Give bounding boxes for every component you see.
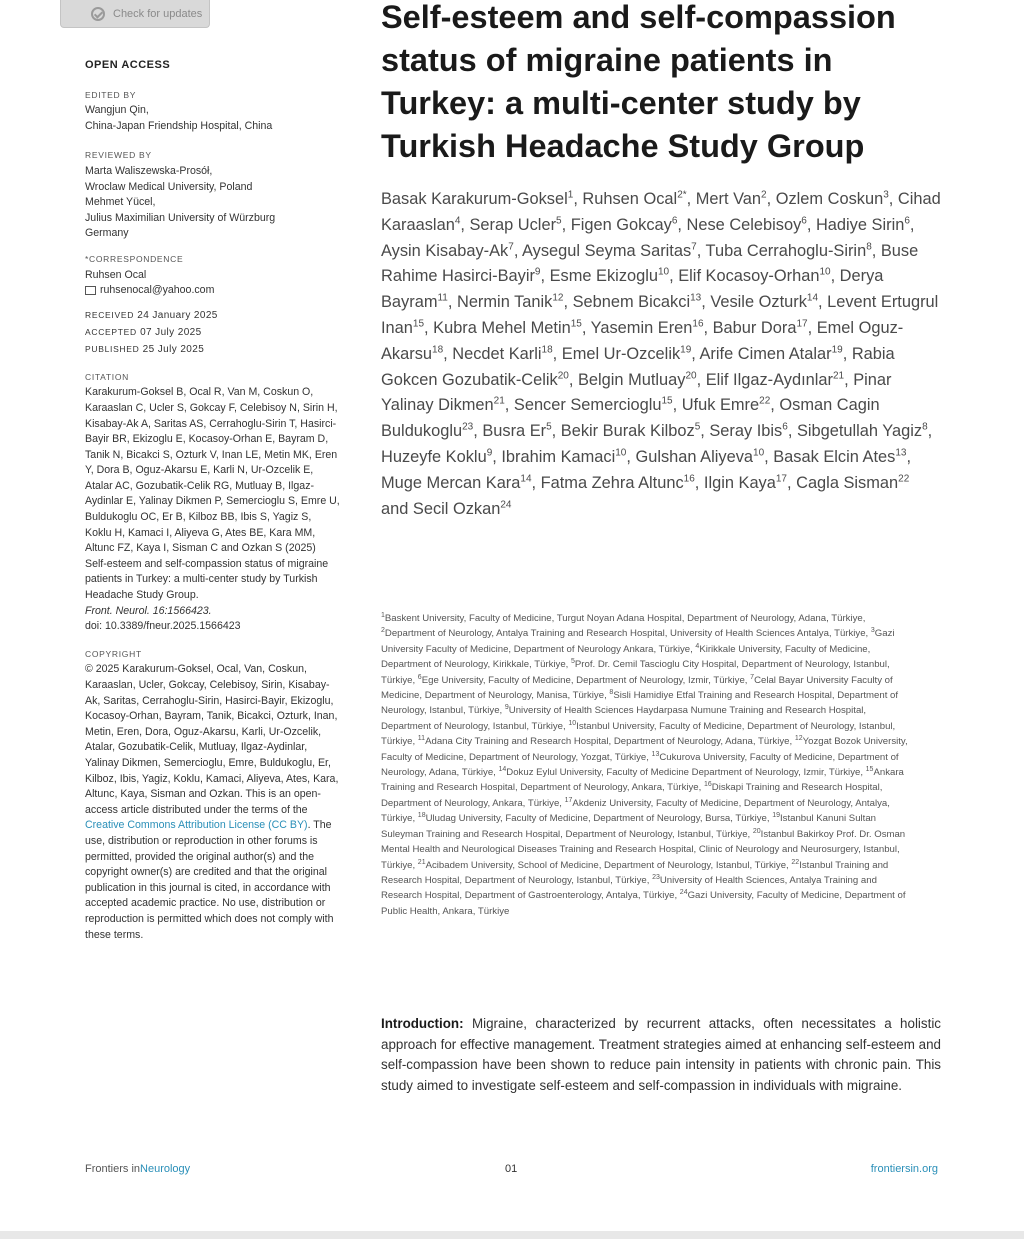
affiliation-text: Adana City Training and Research Hospital, Department of Neurology, Adana, Türkiye, — [425, 736, 795, 748]
author-name: Ruhsen Ocal — [582, 190, 678, 208]
author-name: Yasemin Eren — [590, 318, 693, 337]
received-label: RECEIVED — [85, 309, 135, 320]
correspondence-email[interactable]: ruhsenocal@yahoo.com — [100, 284, 215, 297]
abstract-text: Migraine, characterized by recurrent attacks, often necessitates a holistic approach for effective management. Treatment strategies aimed at enhancing self-esteem and self-compassion have been shown to reduce pain intensity in patients with chronic pain. This study aimed to investigate self-esteem and self-compassion in individuals with migraine. — [381, 1016, 941, 1093]
affiliation-number: 1 — [381, 611, 385, 619]
author-name: Aysegul Seyma Saritas — [522, 241, 692, 260]
affiliation-text: Diskapi Training and Research Hospital, Department of Neurology, Ankara, Türkiye, — [381, 782, 883, 809]
affiliation-text: Kirikkale University, Faculty of Medicine, Department of Neurology, Kirikkale, Türkiye, — [381, 643, 871, 671]
affiliation-text: Gazi University Faculty of Medicine, Department of Neurology Ankara, Türkiye, — [381, 628, 895, 655]
author-affiliation-mark: 9 — [534, 266, 541, 278]
affiliation-number: 5 — [571, 658, 575, 666]
author-affiliation-mark: 7 — [691, 241, 697, 253]
author-affiliation-mark: 14 — [806, 292, 819, 304]
affiliation-text: University of Health Sciences, Antalya Training and Research Hospital, Department of Gastroenterology, Antalya, Türkiye, — [381, 874, 877, 902]
author-affiliation-mark: 17 — [775, 473, 787, 485]
author-name: Nese Celebisoy — [686, 215, 802, 234]
author-name: Levent Ertugrul Inan — [381, 293, 939, 337]
author-name: Huzeyfe Koklu — [381, 447, 487, 466]
author-affiliation-mark: 22 — [898, 473, 910, 485]
author-affiliation-mark: 6 — [801, 215, 807, 227]
author-name: Basak Karakurum-Goksel — [381, 190, 568, 208]
affiliation-text: Ege University, Faculty of Medicine, Department of Neurology, Izmir, Türkiye, — [421, 674, 751, 686]
citation-text: Karakurum-Goksel B, Ocal R, Van M, Coskun O, Karaaslan C, Ucler S, Gokcay F, Celebisoy N, Sirin H, Kisabay-Ak A, Saritas AS, Cerrahoglu-Sirin T, Hasirci-Bayir BR, Ekizoglu E, Kocasoy-Orhan E, Bayram D, Tanik N, Bicakci S, Ozturk V, Inan LE, Metin MK, Eren Y, Dora B, Oguz-Akarsu E, Karli N, Ur-Ozcelik E, Atalar AC, Gozubatik-Celik RG, Mutluay B, Ilgaz-Aydinlar E, Yalinay Dikmen P, Semercioglu S, Emre U, Buldukoglu OC, Er B, Kilboz BB, Ibis S, Yagiz S, Koklu H, Kamaci I, Aliyeva G, Ates BE, Kara MM, Altunc FZ, Kaya I, Sisman C and Ozkan S (2025) Self-esteem and self-compassion status of migraine patients in Turkey: a multi-center study by Turkish Headache Study Group. — [85, 386, 340, 602]
affiliation-text: Ankara Training and Research Hospital, Department of Neurology, Ankara, Türkiye, — [381, 767, 904, 794]
affiliation-number: 2 — [381, 627, 385, 635]
article-info-sidebar — [85, 58, 340, 943]
affiliation-number: 19 — [772, 812, 780, 820]
journal-brand[interactable] — [85, 1163, 190, 1175]
author-list: Basak Karakurum-Goksel$^1$, Ruhsen Ocal$^{2*}$, Mert Van$^2$, Ozlem Coskun$^3$, Cihad Karaaslan$^4$, Serap Ucler$^5$, Figen Gokcay$^6$, Nese Celebisoy$^6$, Hadiye Sirin$^6$, Aysin Kisabay-Ak$^7$, Aysegul Seyma Saritas$^7$, Tuba Cerrahoglu-Sirin$^8$, Buse Rahime Hasirci-Bayir$^9$, Esme Ekizoglu$^{10}$, Elif Kocasoy-Orhan$^{10}$, Derya Bayram$^{11}$, Nermin Tanik$^{12}$, Sebnem Bicakci$^{13}$, Vesile Ozturk$^{14}$, Levent Ertugrul Inan$^{15}$, Kubra Mehel Metin$^{15}$, Yasemin Eren$^{16}$, Babur Dora$^{17}$, Emel Oguz-Akarsu$^{18}$, Necdet Karli$^{18}$, Emel Ur-Ozcelik$^{19}$, Arife Cimen Atalar$^{19}$, Rabia Gokcen Gozubatik-Celik$^{20}$, Belgin Mutluay$^{20}$, Elif Ilgaz-Aydınlar$^{21}$, Pinar Yalinay Dikmen$^{21}$, Sencer Semercioglu$^{15}$, Ufuk Emre$^{22}$, Osman Cagin Buldukoglu$^{23}$, Busra Er$^5$, Bekir Burak Kilboz$^5$, Seray Ibis$^6$, Sibgetullah Yagiz$^8$, Huzeyfe Koklu$^9$, Ibrahim Kamaci$^{10}$, Gulshan Aliyeva$^{10}$, Basak Elcin Ates$^{13}$, Muge Mercan Kara$^{14}$, Fatma Zehra Altunc$^{16}$, Ilgin Kaya$^{17}$, Cagla Sisman$^{22}$ and Secil Ozkan$^{24}$ — [381, 189, 941, 518]
author-affiliation-mark: 24 — [500, 499, 512, 511]
author-name: Muge Mercan Kara — [381, 473, 521, 492]
citation-journal: Front. Neurol. 16:1566423. — [85, 604, 212, 617]
affiliation-text: Yozgat Bozok University, Faculty of Medicine, Department of Neurology, Yozgat, Türkiye, — [381, 736, 908, 763]
author-affiliation-mark: 6 — [671, 215, 678, 227]
affiliation-text: Istanbul Bakirkoy Prof. Dr. Osman Mental Health and Neurological Diseases Training and Research Hospital, Clinic of Neurology and Neurosurgery, Istanbul, Türkiye, — [381, 828, 906, 871]
author-name: Ozlem Coskun — [775, 190, 884, 208]
author-name: Aysin Kisabay-Ak — [381, 241, 509, 260]
author-name: Rabia Gokcen Gozubatik-Celik — [381, 344, 895, 389]
author-name: Sencer Semercioglu — [513, 396, 662, 415]
author-affiliation-mark: 20 — [685, 370, 697, 382]
author-name: Secil Ozkan — [412, 499, 501, 518]
affiliation-text: Uludag University, Faculty of Medicine, Department of Neurology, Bursa, Türkiye, — [425, 813, 773, 825]
mail-icon — [85, 286, 96, 295]
author-name: Kubra Mehel Metin — [433, 318, 571, 337]
affiliation-text: Akdeniz University, Faculty of Medicine, Department of Neurology, Antalya, Türkiye, — [381, 797, 890, 825]
copyright-text — [85, 662, 340, 943]
author-affiliation-mark: 19 — [831, 344, 843, 356]
site-link[interactable]: frontiersin.org — [870, 1163, 938, 1175]
author-affiliation-mark: 10 — [753, 447, 765, 459]
author-affiliation-mark: 10 — [615, 447, 627, 459]
author-affiliation-mark: 8 — [922, 421, 928, 433]
author-affiliation-mark: 12 — [552, 292, 564, 304]
affiliation-number: 18 — [417, 812, 426, 820]
published-date: 25 July 2025 — [142, 343, 205, 355]
reviewed-by-text: Marta Waliszewska-Prosół, Wroclaw Medical University, Poland Mehmet Yücel, Julius Maximilian University of Würzburg Germany — [85, 164, 276, 240]
affiliation-number: 14 — [498, 765, 507, 773]
affiliation-number: 15 — [865, 765, 874, 773]
author-name: Seray Ibis — [709, 422, 783, 441]
copyright-post: . The use, distribution or reproduction in other forums is permitted, provided the original author(s) and the copyright owner(s) are credited and that the original publication in this journal is cited, in accordance with accepted academic practice. No use, distribution or reproduction is permitted which does not comply with these terms. — [85, 819, 334, 941]
affiliation-number: 23 — [652, 873, 660, 881]
article-title: Self-esteem and self-compassion status of migraine patients in Turkey: a multi-center study by Turkish Headache Study Group — [381, 0, 896, 164]
author-affiliation-mark: 21 — [493, 395, 505, 407]
affiliation-number: 12 — [794, 735, 803, 743]
author-name: Elif Kocasoy-Orhan — [678, 267, 820, 286]
author-affiliation-mark: 9 — [486, 447, 493, 459]
affiliation-text: Sisli Hamidiye Etfal Training and Research Hospital, Department of Neurology, Istanbul, Türkiye, — [381, 690, 899, 717]
author-name: Cagla Sisman — [796, 473, 899, 492]
correspondence-email-row[interactable] — [85, 283, 340, 299]
accepted-row — [85, 324, 340, 341]
author-name: Fatma Zehra Altunc — [540, 473, 684, 492]
author-affiliation-mark: 7 — [508, 241, 514, 253]
affiliation-number: 7 — [750, 673, 755, 681]
affiliation-text: University of Health Sciences Haydarpasa Numune Training and Research Hospital, Department of Neurology, Istanbul, Türkiye, — [381, 705, 867, 732]
author-affiliation-mark: 23 — [462, 421, 474, 433]
author-affiliation-mark: 19 — [680, 344, 692, 356]
received-row — [85, 307, 340, 324]
brand-journal: Neurology — [140, 1163, 191, 1175]
affiliation-number: 24 — [679, 889, 688, 897]
author-name: Osman Cagin Buldukoglu — [381, 396, 880, 441]
author-name: Elif Ilgaz-Aydınlar — [705, 370, 833, 389]
abstract-label: Introduction: — [381, 1016, 464, 1031]
author-name: Necdet Karli — [452, 344, 542, 363]
affiliation-number: 8 — [609, 688, 614, 696]
author-affiliation-mark: 10 — [819, 266, 831, 278]
author-name: Babur Dora — [712, 318, 797, 337]
author-name: Pinar Yalinay Dikmen — [381, 370, 892, 415]
author-affiliation-mark: 20 — [557, 370, 569, 382]
citation-doi[interactable]: doi: 10.3389/fneur.2025.1566423 — [85, 620, 241, 633]
author-name: Sebnem Bicakci — [572, 293, 691, 312]
author-affiliation-mark: 22 — [759, 395, 771, 407]
author-affiliation-mark: 21 — [832, 370, 845, 382]
author-name: Emel Oguz-Akarsu — [381, 318, 904, 363]
author-affiliation-mark: 8 — [866, 241, 872, 253]
affiliation-text: Acibadem University, School of Medicine, Department of Neurology, Istanbul, Türkiye, — [425, 859, 792, 871]
affiliation-text: Prof. Dr. Cemil Tascioglu City Hospital, Department of Neurology, Istanbul, Türkiye, — [381, 659, 890, 686]
open-access-label: OPEN ACCESS — [85, 59, 171, 71]
author-name: Emel Ur-Ozcelik — [561, 344, 681, 363]
author-affiliation-mark: 17 — [796, 318, 808, 330]
author-name: Sibgetullah Yagiz — [796, 422, 923, 441]
brand-prefix: Frontiers in — [85, 1163, 141, 1175]
author-name: Vesile Ozturk — [710, 293, 807, 312]
author-name: Ufuk Emre — [681, 396, 760, 415]
author-name: Ilgin Kaya — [703, 473, 776, 492]
copyright-pre: © 2025 Karakurum-Goksel, Ocal, Van, Coskun, Karaaslan, Ucler, Gokcay, Celebisoy, Sirin, Kisabay-Ak, Saritas, Cerrahoglu-Sirin, Hasirci-Bayir, Ekizoglu, Kocasoy-Orhan, Bayram, Tanik, Bicakci, Ozturk, Inan, Metin, Eren, Dora, Oguz-Akarsu, Karli, Ur-Ozcelik, Atalar, Gozubatik-Celik, Mutluay, Ilgaz-Aydinlar, Yalinay Dikmen, Semercioglu, Emre, Buldukoglu, Er, Kilboz, Ibis, Yagiz, Koklu, Kamaci, Aliyeva, Ates, Kara, Altunc, Kaya, Sisman and Ozkan. This is an open-access article distributed under the terms of the — [85, 663, 339, 816]
author-name: Hadiye Sirin — [815, 215, 905, 234]
author-affiliation-mark: 15 — [661, 395, 673, 407]
author-name: Gulshan Aliyeva — [635, 447, 754, 466]
check-for-updates-label: Check for updates — [113, 7, 203, 20]
author-name: Basak Elcin Ates — [773, 447, 896, 466]
accepted-label: ACCEPTED — [85, 326, 137, 337]
page-number: 01 — [505, 1163, 518, 1175]
author-name: Mert Van — [695, 190, 762, 208]
author-affiliation-mark: 13 — [690, 292, 702, 304]
affiliation-text: Istanbul Training and Research Hospital, Department of Neurology, Istanbul, Türkiye, — [381, 859, 889, 886]
affiliation-text: Gazi University, Faculty of Medicine, Department of Public Health, Ankara, Türkiye — [381, 890, 906, 917]
received-date: 24 January 2025 — [137, 309, 218, 321]
author-affiliation-mark: 3 — [883, 189, 889, 201]
affiliation-number: 4 — [695, 642, 700, 650]
edited-by-heading: EDITED BY — [85, 89, 137, 100]
affiliation-text: Baskent University, Faculty of Medicine, Turgut Noyan Adana Hospital, Department of Neurology, Adana, Türkiye, — [384, 613, 866, 624]
correspondence-heading: *CORRESPONDENCE — [85, 253, 184, 264]
author-name: Ibrahim Kamaci — [501, 447, 616, 466]
copyright-heading: COPYRIGHT — [85, 648, 142, 659]
affiliation-number: 6 — [417, 673, 422, 681]
check-for-updates-button[interactable] — [60, 0, 210, 28]
author-affiliation-mark: 2* — [677, 189, 687, 201]
published-row — [85, 341, 340, 358]
author-affiliation-mark: 5 — [694, 421, 701, 433]
author-name: Busra Er — [482, 422, 547, 441]
affiliation-number: 13 — [651, 750, 660, 758]
affiliation-text: Dokuz Eylul University, Faculty of Medicine Department of Neurology, Izmir, Türkiye, — [506, 767, 866, 779]
author-name: Figen Gokcay — [570, 215, 672, 234]
author-name: Serap Ucler — [469, 215, 557, 234]
abstract — [381, 1014, 941, 1096]
author-affiliation-mark: 1 — [567, 189, 574, 201]
author-affiliation-mark: 6 — [904, 215, 910, 227]
affiliation-text: Cukurova University, Faculty of Medicine, Department of Neurology, Adana, Türkiye, — [381, 751, 899, 779]
cc-by-license-link[interactable]: Creative Commons Attribution License (CC BY) — [85, 819, 308, 832]
author-affiliation-mark: 13 — [895, 447, 907, 459]
author-affiliation-mark: 15 — [570, 318, 582, 330]
author-name: Derya Bayram — [381, 267, 884, 312]
author-affiliation-mark: 18 — [541, 344, 553, 356]
affiliation-text: Department of Neurology, Antalya Training and Research Hospital, University of Health Sciences Antalya, Türkiye, — [384, 628, 871, 640]
affiliation-text: Istanbul University, Faculty of Medicine, Department of Neurology, Istanbul, Türkiye, — [381, 720, 896, 748]
dates-block — [85, 307, 340, 358]
author-name: Esme Ekizoglu — [549, 267, 658, 286]
author-name: Belgin Mutluay — [577, 370, 686, 389]
correspondence-name: Ruhsen Ocal — [85, 268, 147, 281]
author-affiliation-mark: 11 — [437, 292, 448, 304]
accepted-date: 07 July 2025 — [140, 326, 202, 338]
affiliation-number: 17 — [564, 796, 573, 804]
author-name: Bekir Burak Kilboz — [560, 422, 695, 441]
published-label: PUBLISHED — [85, 343, 140, 354]
affiliation-number: 21 — [417, 858, 426, 866]
affiliation-number: 20 — [752, 827, 761, 835]
bottom-bar — [0, 1231, 1024, 1239]
author-name: Arife Cimen Atalar — [699, 344, 832, 363]
affiliation-number: 22 — [791, 858, 800, 866]
edited-by-text: Wangjun Qin, China-Japan Friendship Hospital, China — [85, 104, 273, 132]
affiliation-number: 9 — [504, 704, 509, 712]
author-affiliation-mark: 16 — [683, 473, 695, 485]
author-affiliation-mark: 4 — [454, 215, 461, 227]
check-circle-icon — [91, 7, 105, 21]
author-affiliation-mark: 18 — [432, 344, 444, 356]
affiliation-number: 16 — [703, 781, 712, 789]
affiliation-text: Istanbul Kanuni Sultan Suleyman Training and Research Hospital, Department of Neurology, Istanbul, Türkiye, — [381, 813, 876, 840]
author-affiliation-mark: 15 — [412, 318, 425, 330]
citation-heading: CITATION — [85, 371, 130, 382]
affiliation-number: 10 — [568, 719, 577, 727]
reviewed-by-heading: REVIEWED BY — [85, 150, 152, 161]
author-affiliation-mark: 2 — [761, 189, 767, 201]
author-affiliation-mark: 16 — [692, 318, 704, 330]
author-affiliation-mark: 5 — [556, 215, 562, 227]
author-affiliation-mark: 6 — [782, 421, 788, 433]
affiliation-number: 3 — [870, 627, 875, 635]
author-affiliation-mark: 14 — [520, 473, 532, 485]
author-name: Nermin Tanik — [456, 293, 553, 312]
author-name: Tuba Cerrahoglu-Sirin — [705, 241, 867, 260]
author-name: Buse Rahime Hasirci-Bayir — [381, 241, 919, 286]
affiliation-list — [381, 611, 916, 919]
affiliation-number: 11 — [417, 735, 426, 743]
author-affiliation-mark: 10 — [658, 266, 670, 278]
author-name: Cihad Karaaslan — [381, 190, 941, 234]
author-affiliation-mark: 5 — [546, 421, 552, 433]
affiliation-text: Celal Bayar University Faculty of Medicine, Department of Neurology, Manisa, Türkiye, — [381, 674, 893, 702]
